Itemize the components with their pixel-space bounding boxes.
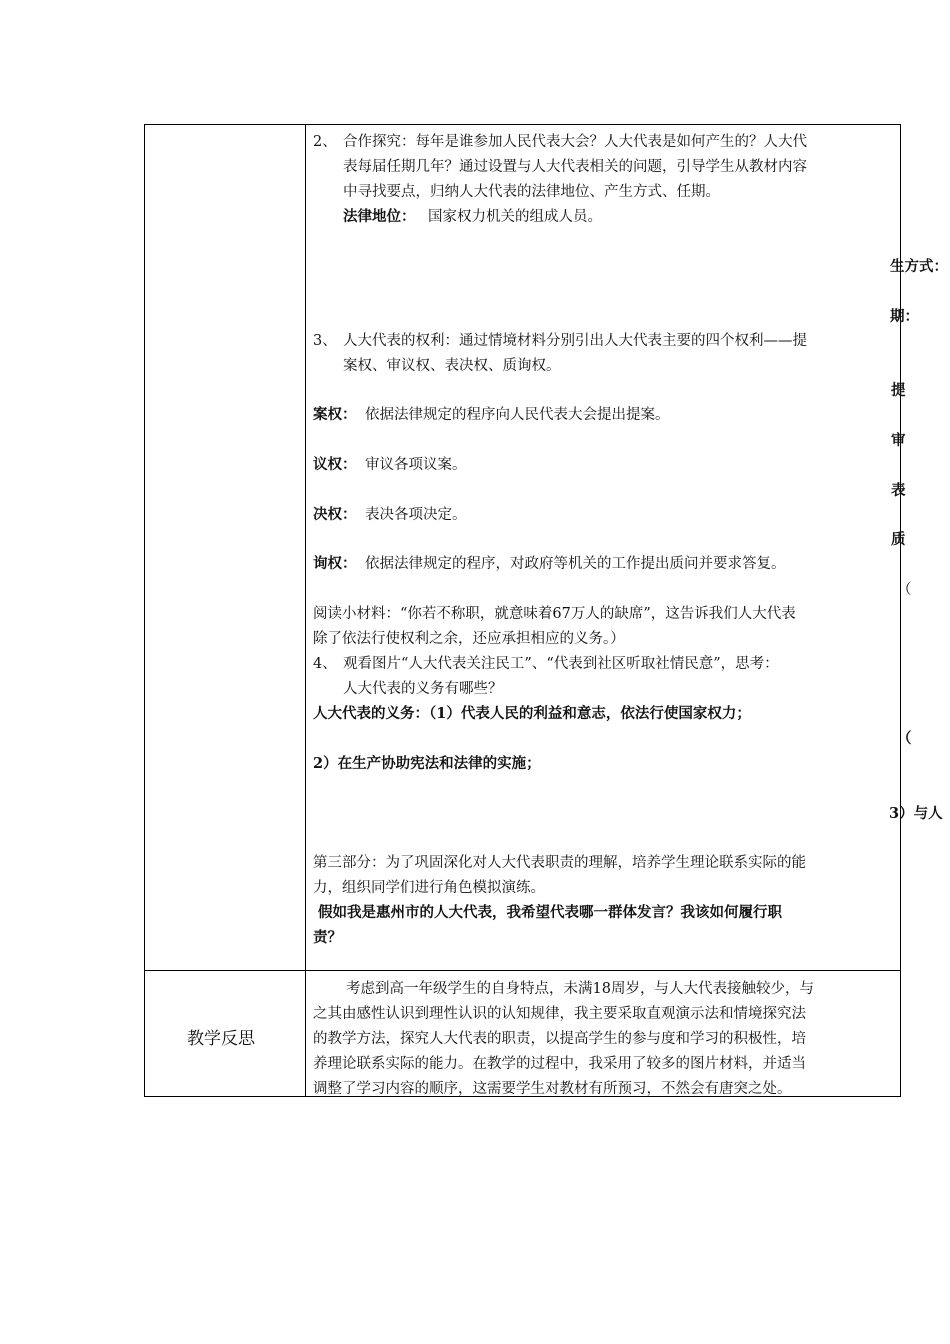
item4-line: 人大代表的义务有哪些？ (343, 681, 503, 697)
reflection-label: 教学反思 (187, 1029, 255, 1049)
table-border-column (305, 124, 306, 1097)
right-vote-text: 表决各项决定。 (365, 507, 467, 523)
duty-line: 人大代表的义务：（1）代表人民的利益和意志，依法行使国家权力； (313, 705, 751, 722)
overflow-ti: 提 (891, 382, 906, 399)
item3-number: 3、 (313, 333, 337, 349)
item2-line: 中寻找要点，归纳人大代表的法律地位、产生方式、任期。 (343, 184, 720, 200)
legal-status-label: 法律地位： (343, 208, 416, 225)
overflow-shen: 审 (891, 432, 906, 449)
right-proposal-label: 案权： (313, 406, 357, 423)
part3-line: 第三部分：为了巩固深化对人大代表职责的理解，培养学生理论联系实际的能 (313, 855, 806, 871)
right-inquiry-text: 依据法律规定的程序，对政府等机关的工作提出质问并要求答复。 (365, 556, 786, 572)
item3-line: 人大代表的权利：通过情境材料分别引出人大代表主要的四个权利——提 (343, 333, 807, 349)
item4-line: 观看图片“人大代表关注民工”、“代表到社区听取社情民意”，思考： (343, 656, 779, 672)
right-vote-label: 决权： (313, 506, 357, 523)
part3-line: 力，组织同学们进行角色模拟演练。 (313, 880, 545, 896)
right-proposal-text: 依据法律规定的程序向人民代表大会提出提案。 (365, 407, 670, 423)
overflow-production-method: 生方式： (890, 258, 948, 275)
reflection-line: 调整了学习内容的顺序，这需要学生对教材有所预习，不然会有唐突之处。 (313, 1081, 792, 1097)
role-play-question: 假如我是惠州市的人大代表，我希望代表哪一群体发言？我该如何履行职 (313, 904, 783, 921)
item4-number: 4、 (313, 656, 337, 672)
reading-material-line: 除了依法行使权利之余，还应承担相应的义务。） (313, 631, 625, 647)
item3-line: 案权、审议权、表决权、质询权。 (343, 358, 561, 374)
reading-material-line: 阅读小材料：“你若不称职，就意味着67万人的缺席”，这告诉我们人大代表 (313, 606, 796, 622)
reflection-line: 的教学方法，探究人大代表的职责，以提高学生的参与度和学习的积极性，培 (313, 1031, 806, 1047)
table-border-left (144, 124, 145, 1097)
item2-number: 2、 (313, 134, 337, 150)
overflow-biao: 表 (891, 482, 906, 499)
right-review-label: 议权： (313, 456, 357, 473)
duty-line: 2）在生产协助宪法和法律的实施； (313, 755, 541, 772)
table-border-middle (144, 970, 901, 971)
reflection-line: 养理论联系实际的能力。在教学的过程中，我采用了较多的图片材料，并适当 (313, 1056, 806, 1072)
overflow-paren: （ (897, 730, 912, 747)
overflow-term: 期： (890, 308, 919, 325)
reflection-line: 考虑到高一年级学生的自身特点，未满18周岁，与人大代表接触较少，与 (346, 981, 814, 997)
table-border-top (144, 124, 901, 125)
legal-status-text: 国家权力机关的组成人员。 (428, 209, 602, 225)
overflow-duty3: 3）与人 (889, 805, 943, 822)
reflection-line: 之其由感性认识到理性认识的认知规律，我主要采取直观演示法和情境探究法 (313, 1006, 806, 1022)
right-review-text: 审议各项议案。 (365, 457, 467, 473)
overflow-zhi: 质 (891, 531, 906, 548)
item2-line: 表每届任期几年？通过设置与人大代表相关的问题，引导学生从教材内容 (343, 159, 807, 175)
right-inquiry-label: 询权： (313, 555, 357, 572)
role-play-question: 责？ (313, 929, 342, 946)
item2-line: 合作探究：每年是谁参加人民代表大会？人大代表是如何产生的？人大代 (343, 134, 807, 150)
overflow-paren: （ (897, 582, 912, 598)
